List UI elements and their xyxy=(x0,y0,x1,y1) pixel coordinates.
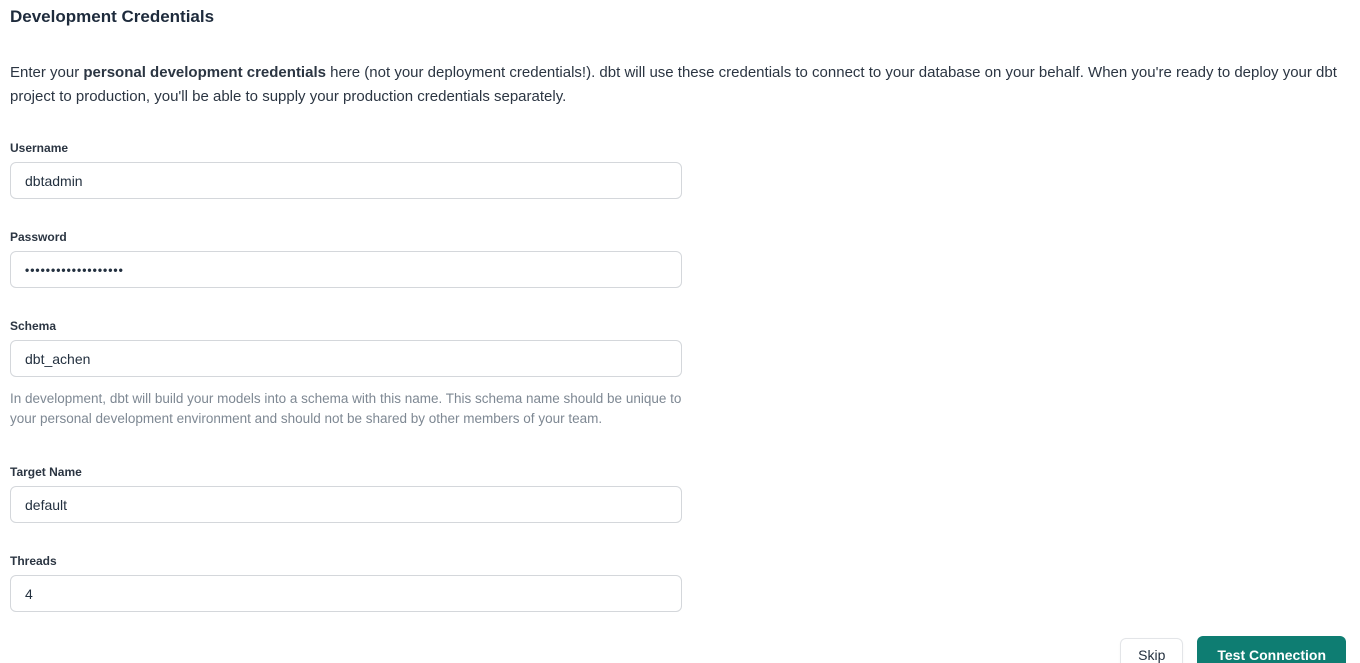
threads-label: Threads xyxy=(10,554,57,568)
username-field-group xyxy=(10,141,682,199)
schema-label: Schema xyxy=(10,319,57,333)
intro-text xyxy=(10,61,1346,109)
skip-button[interactable]: Skip xyxy=(1120,638,1183,663)
username-input[interactable] xyxy=(10,162,682,199)
schema-input[interactable] xyxy=(10,340,682,377)
threads-field-group xyxy=(10,554,682,612)
target-name-label: Target Name xyxy=(10,465,82,479)
target-name-field-group xyxy=(10,465,682,523)
intro-text-bold: personal development credentials xyxy=(83,64,326,81)
form-actions-row xyxy=(10,636,1346,663)
threads-input[interactable] xyxy=(10,575,682,612)
password-input[interactable] xyxy=(10,251,682,288)
schema-help-text: In development, dbt will build your models into a schema with this name. This schema name should be unique to your personal development environment and should not be shared by other members of your team. xyxy=(10,391,682,426)
intro-text-pre: Enter your xyxy=(10,64,84,81)
intro-text-post: here (not your deployment credentials!). dbt will use these credentials to connect to your database on your behalf. When you're ready to deploy your dbt project to production, you'll be able to supply your production credentials separately. xyxy=(10,64,1337,105)
test-connection-button[interactable]: Test Connection xyxy=(1197,636,1346,663)
target-name-input[interactable] xyxy=(10,486,682,523)
password-field-group xyxy=(10,230,682,288)
password-label: Password xyxy=(10,230,67,244)
page-title: Development Credentials xyxy=(10,7,215,26)
schema-field-group xyxy=(10,319,682,429)
username-label: Username xyxy=(10,141,69,155)
